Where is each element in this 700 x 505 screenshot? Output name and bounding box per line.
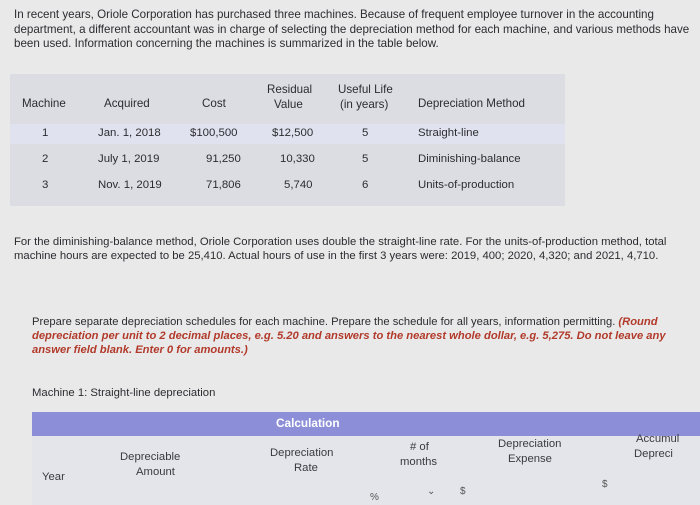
problem-intro: In recent years, Oriole Corporation has purchased three machines. Because of frequent employee turnover in the accounting department, a different accountant was in charge of selecting the depreciation method for each machine, and various methods have been used. Information concerning the machines is summarized in the table below.	[14, 8, 690, 50]
header-method: Depreciation Method	[418, 97, 525, 110]
row1-cost: $100,500	[190, 127, 238, 139]
col-depreciable-line2: Amount	[136, 466, 175, 478]
row3-acquired: Nov. 1, 2019	[98, 179, 162, 191]
row3-method: Units-of-production	[418, 179, 515, 191]
header-machine: Machine	[22, 97, 66, 110]
percent-sign: %	[370, 492, 379, 503]
row3-life: 6	[362, 179, 369, 191]
col-accumulated-line2: Depreci	[634, 448, 673, 460]
header-cost: Cost	[202, 97, 226, 110]
method-note: For the diminishing-balance method, Oriole Corporation uses double the straight-line rate. For the units-of-production method, total machine hours are expected to be 25,410. Actual hours of use in the first 3 years were: 2019, 400; 2020, 4,320; and 2021, 4,710.	[14, 236, 667, 262]
row3-residual: 5,740	[284, 179, 313, 191]
row3-cost: 71,806	[206, 179, 241, 191]
col-expense-line1: Depreciation	[498, 438, 562, 450]
row1-residual: $12,500	[272, 127, 314, 139]
schedule-label: Machine 1: Straight-line depreciation	[32, 387, 216, 399]
row1-life: 5	[362, 127, 369, 139]
row2-cost: 91,250	[206, 153, 241, 165]
row2-life: 5	[362, 153, 369, 165]
row2-machine: 2	[42, 153, 49, 165]
row2-method: Diminishing-balance	[418, 153, 521, 165]
machine-info-table	[10, 74, 565, 206]
dollar-sign-expense: $	[460, 486, 466, 497]
calculation-label: Calculation	[276, 416, 340, 430]
col-expense-line2: Expense	[508, 453, 552, 465]
row1-method: Straight-line	[418, 127, 479, 139]
header-residual-line2: Value	[274, 98, 303, 111]
instructions	[32, 315, 682, 357]
col-months-line1: # of	[410, 441, 429, 453]
row1-acquired: Jan. 1, 2018	[98, 127, 161, 139]
dollar-sign-accumulated: $	[602, 479, 608, 490]
col-accumulated-line1: Accumul	[636, 433, 680, 445]
col-months-line2: months	[400, 456, 438, 468]
col-rate-line1: Depreciation	[270, 447, 334, 459]
calculation-header-bar	[32, 412, 700, 436]
col-depreciable-line1: Depreciable	[120, 451, 181, 463]
instruction-plain: Prepare separate depreciation schedules for each machine. Prepare the schedule for all years, information permitting.	[32, 316, 616, 328]
header-acquired: Acquired	[104, 97, 150, 110]
header-life-line2: (in years)	[340, 98, 389, 111]
depreciation-schedule	[32, 412, 700, 505]
col-rate-line2: Rate	[294, 462, 318, 474]
header-life-line1: Useful Life	[338, 83, 393, 96]
row2-residual: 10,330	[280, 153, 315, 165]
row1-machine: 1	[42, 127, 49, 139]
row2-acquired: July 1, 2019	[98, 153, 160, 165]
col-year: Year	[42, 471, 65, 483]
header-residual-line1: Residual	[267, 83, 313, 96]
months-dropdown-chevron-icon[interactable]: ⌄	[427, 486, 436, 497]
instruction-italic: (Round depreciation per unit to 2 decimal places, e.g. 5.20 and answers to the nearest whole dollar, e.g. 5,275. Do not leave any answer field blank. Enter 0 for amounts.)	[32, 316, 666, 356]
row3-machine: 3	[42, 179, 49, 191]
